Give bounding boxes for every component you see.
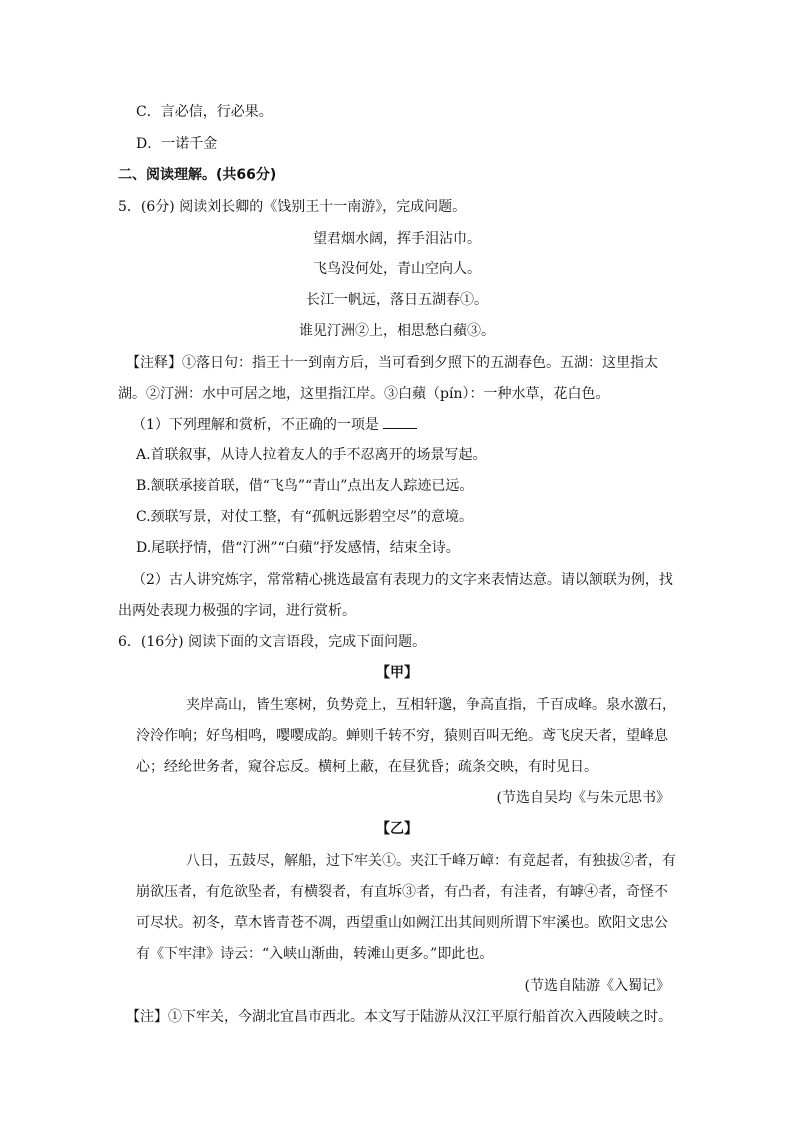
sub-question-1 (132, 414, 417, 435)
sub-question-2-cont: 出两处表现力极强的字词，进行赏析。 (118, 603, 356, 619)
choice-c: C.颈联写景，对仗工整，有“孤帆远影碧空尽”的意境。 (136, 509, 473, 525)
passage-yi-line: 崩欲压者，有危欲坠者，有横裂者，有直坼③者，有凸者，有洼者，有罅④者，奇怪不 (136, 884, 668, 900)
passage-yi-heading: 【乙】 (376, 821, 418, 837)
sub-question-2: （2）古人讲究炼字，常常精心挑选最富有表现力的文字来表情达意。请以颔联为例，找 (132, 572, 673, 588)
passage-jia-line: 泠泠作响；好鸟相鸣，嘤嘤成韵。蝉则千转不穷，猿则百叫无绝。鸢飞戾天者，望峰息 (136, 728, 668, 744)
question-5-prompt: 5．(6分) 阅读刘长卿的《饯别王十一南游》，完成问题。 (118, 199, 467, 215)
section-heading: 二、阅读理解。(共66分) (118, 167, 277, 183)
passage-jia-heading: 【甲】 (376, 665, 418, 681)
passage-yi-line: 可尽状。初冬，草木皆青苍不凋，西望重山如阙江出其间则所谓下牢溪也。欧阳文忠公 (136, 915, 668, 931)
choice-d: D.尾联抒情，借“汀洲”“白蘋”抒发感情，结束全诗。 (136, 540, 460, 556)
poem-line: 望君烟水阔，挥手泪沾巾。 (313, 231, 481, 247)
option-d: D．一诺千金 (136, 136, 218, 152)
answer-blank (383, 414, 417, 429)
choice-a: A.首联叙事，从诗人拉着友人的手不忍离开的场景写起。 (136, 447, 487, 463)
passage-jia-source: (节选自吴均《与朱元思书》 (496, 790, 670, 806)
passage-yi-line: 有《下牢津》诗云：“入峡山渐曲，转滩山更多。”即此也。 (136, 946, 494, 962)
annotation: 湖。②汀洲：水中可居之地，这里指江岸。③白蘋（pín）：一种水草，花白色。 (118, 386, 610, 402)
sub-question-1-text: （1）下列理解和赏析，不正确的一项是 (132, 417, 379, 433)
passage-yi-source: (节选自陆游《入蜀记》 (524, 978, 670, 994)
passage-yi-line: 八日，五鼓尽，解船，过下牢关①。夹江千峰万嶂：有竞起者，有独拔②者，有 (186, 853, 676, 869)
note: 【注】①下牢关，今湖北宜昌市西北。本文写于陆游从汉江平原行船首次入西陵峡之时。 (126, 1009, 672, 1025)
passage-jia-line: 心；经纶世务者，窥谷忘反。横柯上蔽，在昼犹昏；疏条交映，有时见日。 (136, 759, 598, 775)
passage-jia-line: 夹岸高山，皆生寒树，负势竞上，互相轩邈，争高直指，千百成峰。泉水激石， (186, 697, 676, 713)
poem-line: 谁见汀洲②上，相思愁白蘋③。 (299, 323, 495, 339)
poem-line: 飞鸟没何处，青山空向人。 (313, 261, 481, 277)
choice-b: B.颔联承接首联，借“飞鸟”“青山”点出友人踪迹已远。 (136, 478, 474, 494)
question-6-prompt: 6．(16分) 阅读下面的文言语段，完成下面问题。 (118, 634, 427, 650)
option-c: C．言必信，行必果。 (136, 104, 273, 120)
annotation: 【注释】①落日句：指王十一到南方后，当可看到夕照下的五湖春色。五湖：这里指太 (126, 355, 658, 371)
poem-line: 长江一帆远，落日五湖春①。 (306, 292, 488, 308)
